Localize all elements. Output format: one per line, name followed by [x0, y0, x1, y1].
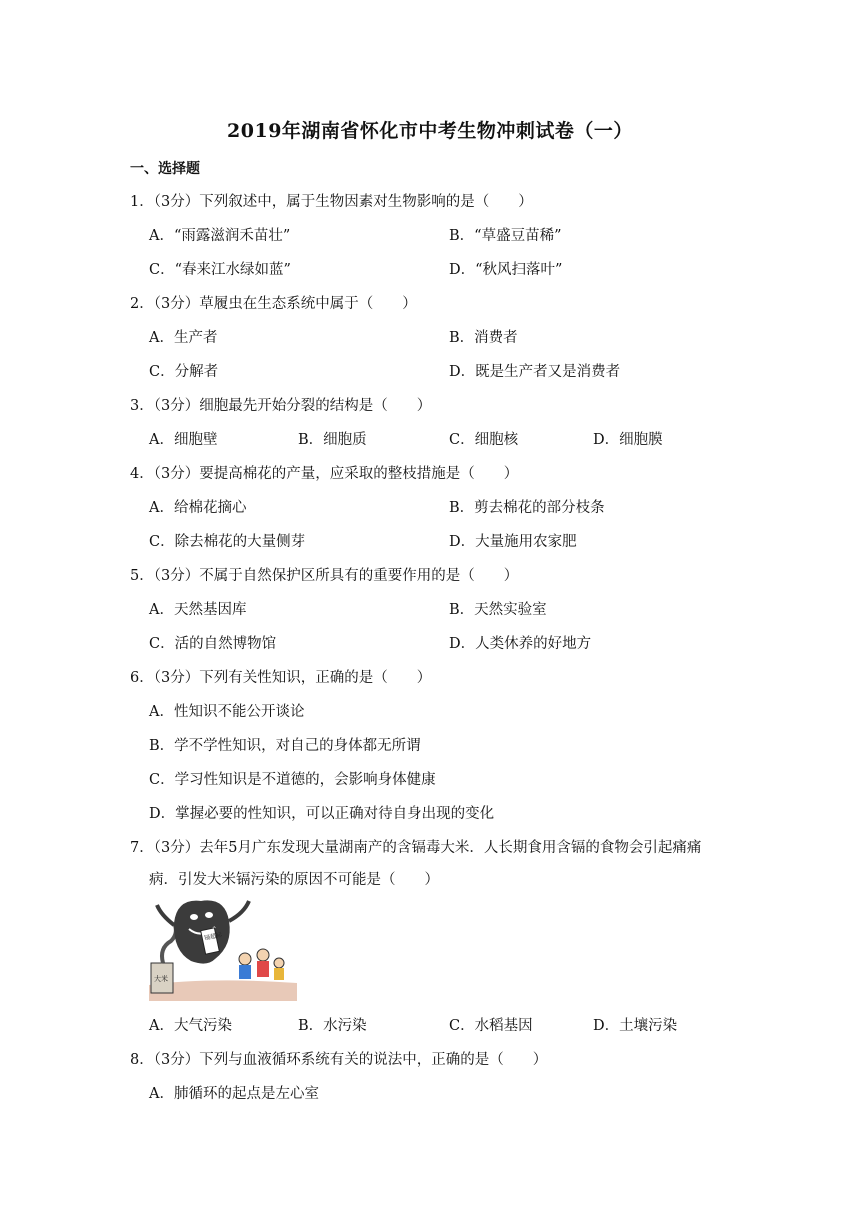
question-2-stem: 2．（3分）草履虫在生态系统中属于（ ） — [130, 296, 417, 312]
q3-option-c: C．细胞核 — [449, 432, 519, 448]
cadmium-label: 镉超标 — [203, 932, 223, 943]
q1-option-c: C．“春来江水绿如蓝” — [149, 262, 291, 278]
q1-option-b: B．“草盛豆苗稀” — [449, 228, 562, 244]
q4-option-a: A．给棉花摘心 — [149, 500, 247, 516]
q4-option-d: D．大量施用农家肥 — [449, 534, 577, 550]
question-7-stem: 7．（3分）去年5月广东发现大量湖南产的含镉毒大米．人长期食用含镉的食物会引起痛痛 — [130, 840, 702, 856]
section-heading: 一、选择题 — [130, 161, 200, 177]
q4-option-b: B．剪去棉花的部分枝条 — [449, 500, 605, 516]
q2-option-d: D．既是生产者又是消费者 — [449, 364, 621, 380]
svg-text:大米: 大米 — [154, 976, 168, 983]
q7-option-c: C．水稻基因 — [449, 1018, 533, 1034]
q6-option-b: B．学不学性知识，对自己的身体都无所谓 — [149, 738, 421, 754]
question-1-stem: 1．（3分）下列叙述中，属于生物因素对生物影响的是（ ） — [130, 194, 533, 210]
question-8-stem: 8．（3分）下列与血液循环系统有关的说法中，正确的是（ ） — [130, 1052, 548, 1068]
q5-option-d: D．人类休养的好地方 — [449, 636, 592, 652]
q6-option-a: A．性知识不能公开谈论 — [149, 704, 305, 720]
question-4-stem: 4．（3分）要提高棉花的产量，应采取的整枝措施是（ ） — [130, 466, 519, 482]
question-5-stem: 5．（3分）不属于自然保护区所具有的重要作用的是（ ） — [130, 568, 519, 584]
paper-title: 2019年湖南省怀化市中考生物冲刺试卷（一） — [227, 120, 633, 142]
q3-option-d: D．细胞膜 — [593, 432, 663, 448]
q5-option-a: A．天然基因库 — [149, 602, 247, 618]
q2-option-a: A．生产者 — [149, 330, 218, 346]
cadmium-rice-cartoon-illustration — [149, 893, 297, 1001]
q3-option-a: A．细胞壁 — [149, 432, 218, 448]
question-6-stem: 6．（3分）下列有关性知识，正确的是（ ） — [130, 670, 432, 686]
q5-option-c: C．活的自然博物馆 — [149, 636, 277, 652]
q1-option-a: A．“雨露滋润禾苗壮” — [149, 228, 291, 244]
q3-option-b: B．细胞质 — [298, 432, 367, 448]
q6-option-c: C．学习性知识是不道德的，会影响身体健康 — [149, 772, 436, 788]
question-7-stem-continued: 病．引发大米镉污染的原因不可能是（ ） — [149, 872, 439, 888]
q7-option-d: D．土壤污染 — [593, 1018, 678, 1034]
q1-option-d: D．“秋风扫落叶” — [449, 262, 563, 278]
q7-option-b: B．水污染 — [298, 1018, 367, 1034]
q5-option-b: B．天然实验室 — [449, 602, 547, 618]
q7-option-a: A．大气污染 — [149, 1018, 232, 1034]
q8-option-a: A．肺循环的起点是左心室 — [149, 1086, 319, 1102]
q2-option-c: C．分解者 — [149, 364, 219, 380]
question-3-stem: 3．（3分）细胞最先开始分裂的结构是（ ） — [130, 398, 432, 414]
q2-option-b: B．消费者 — [449, 330, 518, 346]
q6-option-d: D．掌握必要的性知识，可以正确对待自身出现的变化 — [149, 806, 495, 822]
q4-option-c: C．除去棉花的大量侧芽 — [149, 534, 306, 550]
